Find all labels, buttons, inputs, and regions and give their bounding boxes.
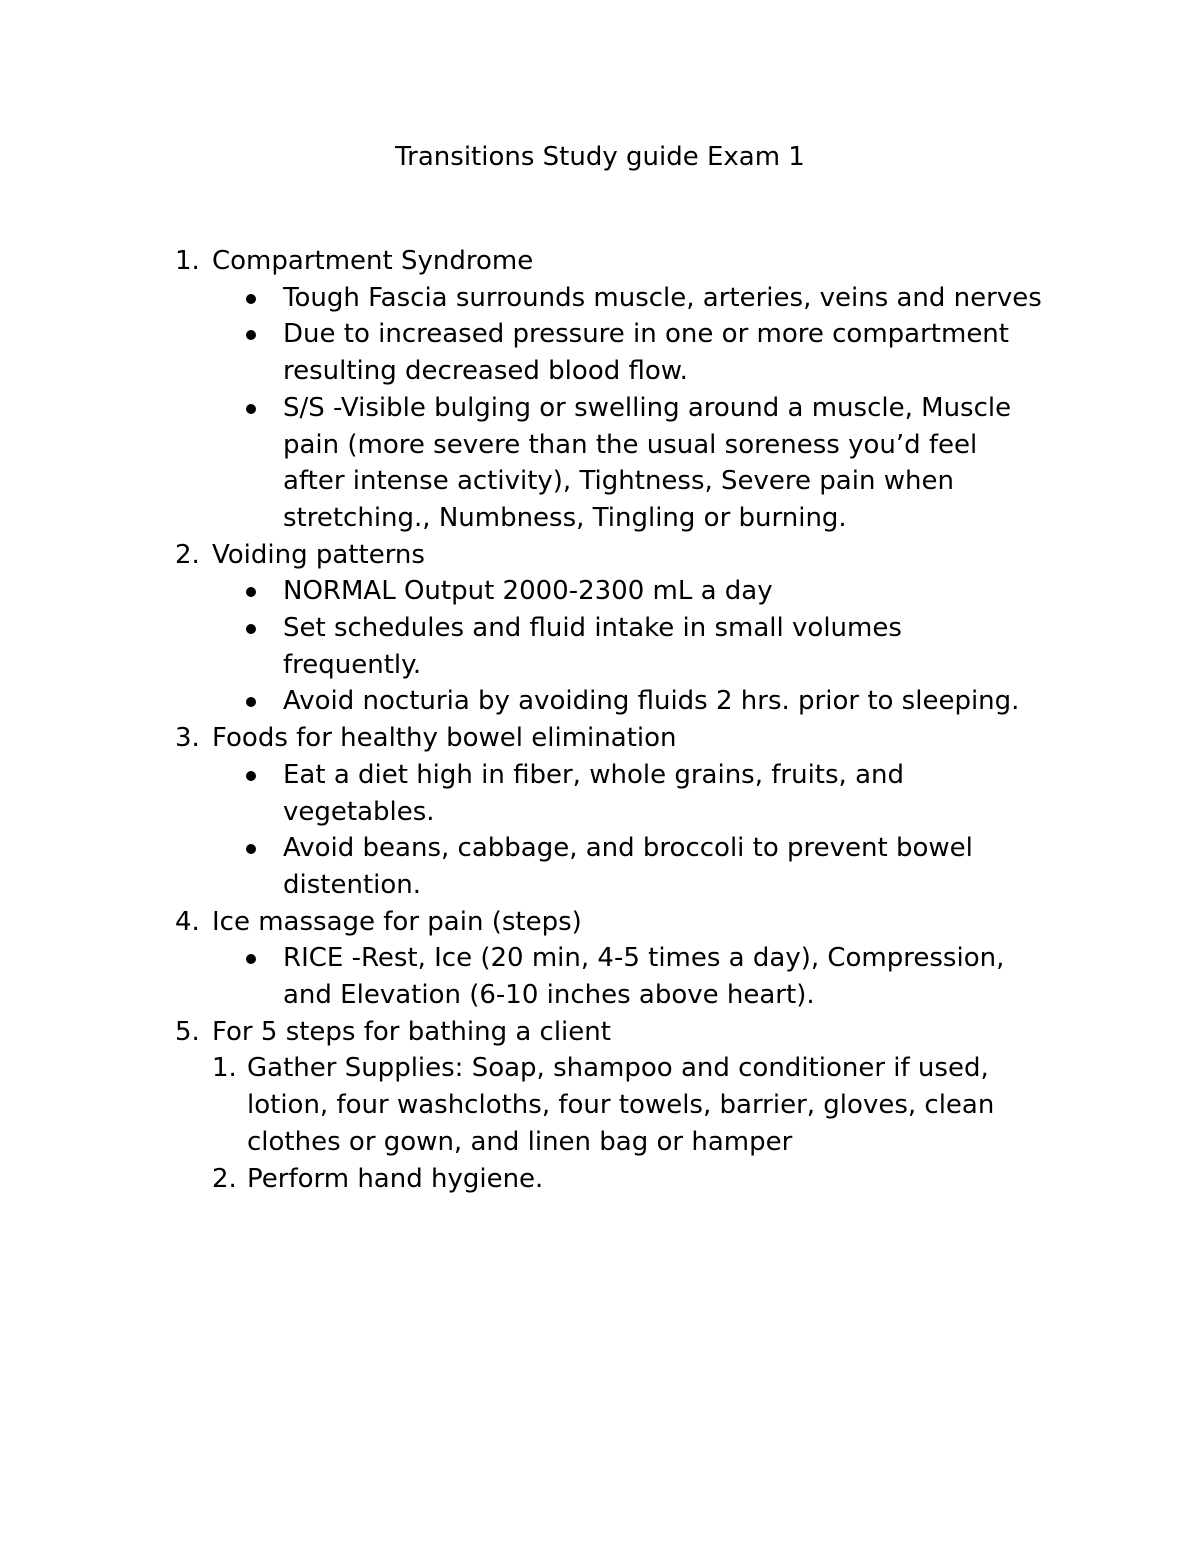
list-item-bathing-steps [0,1014,1042,1051]
list-item-compartment-syndrome [0,243,1042,280]
sub-list-number: 2. [212,1163,237,1194]
bullet-item [0,940,1043,1013]
bullet-item [0,830,1043,903]
page-title: Transitions Study guide Exam 1 [395,142,805,172]
bullet-item [0,316,1043,389]
bullet-icon [246,330,256,340]
list-item-bowel-elimination [0,720,1042,757]
list-item-voiding-patterns [0,537,1042,574]
bullet-icon [246,404,256,414]
bullet-item [0,573,1043,610]
bullet-icon [246,954,256,964]
bullet-icon [246,624,256,634]
list-number: 3. [175,723,200,754]
bullet-icon [246,771,256,781]
bullet-text: Due to increased pressure in one or more compartment resulting decreased blood flow. [283,319,1009,387]
bullet-text: Avoid beans, cabbage, and broccoli to prevent bowel distention. [283,833,973,900]
list-number: 4. [175,906,200,937]
section-heading: Foods for healthy bowel elimination [212,723,677,754]
bullet-text: NORMAL Output 2000-2300 mL a day [283,576,773,607]
bullet-icon [246,294,256,304]
bullet-item [0,683,1043,720]
step-text: Gather Supplies: Soap, shampoo and conditioner if used, lotion, four washcloths, four towels, barrier, gloves, clean clothes or gown, and linen bag or hamper [247,1053,995,1157]
bullet-item [0,280,1043,317]
bullet-text: Set schedules and fluid intake in small volumes frequently. [283,613,902,680]
sub-list-number: 1. [212,1053,237,1084]
bullet-text: Avoid nocturia by avoiding fluids 2 hrs. prior to sleeping. [283,686,1020,717]
bullet-text: S/S -Visible bulging or swelling around a muscle, Muscle pain (more severe than the usual soreness you’d feel after intense activity), Tightness, Severe pain when stretching., Numbness, Tingling or burning. [283,392,1012,533]
list-number: 5. [175,1016,200,1047]
section-heading: For 5 steps for bathing a client [212,1016,611,1047]
sub-list-item [0,1050,1047,1160]
step-text: Perform hand hygiene. [247,1163,544,1194]
bullet-item [0,610,1043,683]
bullet-item [0,757,1043,830]
section-heading: Compartment Syndrome [212,246,534,276]
sub-list-item [0,1161,1047,1198]
list-item-ice-massage [0,904,1042,941]
section-heading: Voiding patterns [212,539,425,570]
bullet-text: RICE -Rest, Ice (20 min, 4-5 times a day), Compression, and Elevation (6-10 inches above heart). [283,943,1005,1011]
list-number: 2. [175,539,200,570]
section-heading: Ice massage for pain (steps) [212,906,582,937]
list-number: 1. [175,246,200,276]
bullet-icon [246,587,256,597]
bullet-text: Tough Fascia surrounds muscle, arteries, veins and nerves [283,282,1042,313]
bullet-text: Eat a diet high in fiber, whole grains, fruits, and vegetables. [283,759,904,827]
bullet-icon [246,844,256,854]
study-guide-list [0,243,1200,1197]
bullet-icon [246,697,256,707]
bullet-item [0,390,1043,537]
